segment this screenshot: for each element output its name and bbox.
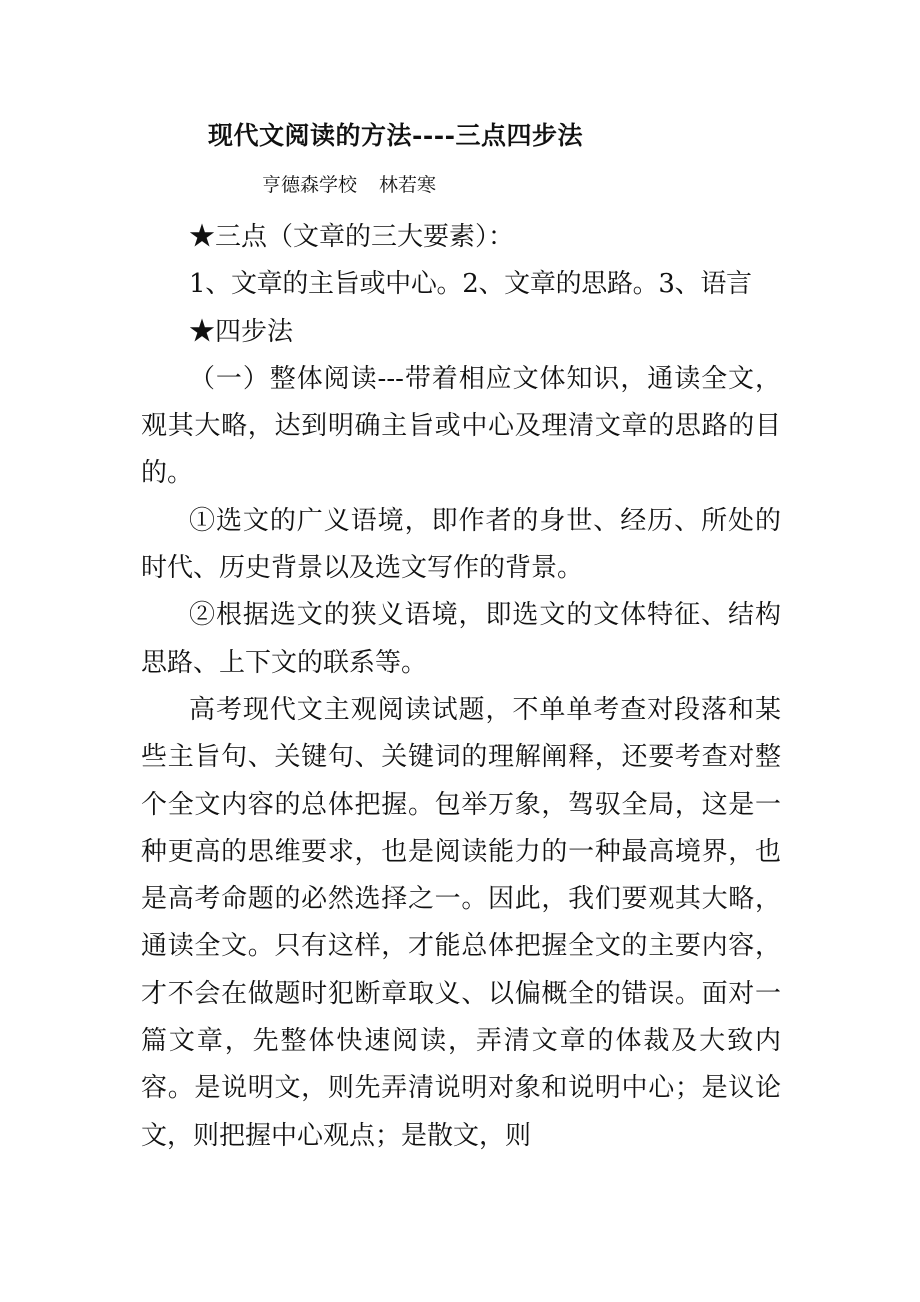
author-byline (262, 170, 436, 200)
three-points-list: 1、文章的主旨或中心。2、文章的思路。3、语言 (189, 269, 752, 300)
context-narrow-paragraph: ②根据选文的狭义语境，即选文的文体特征、结构思路、上下文的联系等。 (141, 600, 781, 678)
step-one-paragraph: （一）整体阅读---带着相应文体知识，通读全文，观其大略，达到明确主旨或中心及理清文章的思路的目的。 (141, 363, 781, 489)
author-school: 亨德森学校 (262, 174, 358, 196)
document-body (141, 214, 781, 1160)
exam-reading-paragraph: 高考现代文主观阅读试题，不单单考查对段落和某些主旨句、关键句、关键词的理解阐释，还要考查对整个全文内容的总体把握。包举万象，驾驭全局，这是一种更高的思维要求，也是阅读能力的一种最高境界，也是高考命题的必然选择之一。因此，我们要观其大略，通读全文。只有这样，才能总体把握全文的主要内容，才不会在做题时犯断章取义、以偏概全的错误。面对一篇文章，先整体快速阅读，弄清文章的体裁及大致内容。是说明文，则先弄清说明对象和说明中心；是议论文，则把握中心观点；是散文，则 (141, 694, 781, 1151)
section-heading-three-points: ★三点（文章的三大要素）： (189, 222, 515, 252)
section-heading-four-steps: ★四步法 (189, 316, 294, 347)
context-broad-paragraph: ①选文的广义语境，即作者的身世、经历、所处的时代、历史背景以及选文写作的背景。 (141, 505, 781, 584)
document-title: 现代文阅读的方法----三点四步法 (208, 121, 584, 150)
author-name: 林若寒 (379, 174, 437, 196)
